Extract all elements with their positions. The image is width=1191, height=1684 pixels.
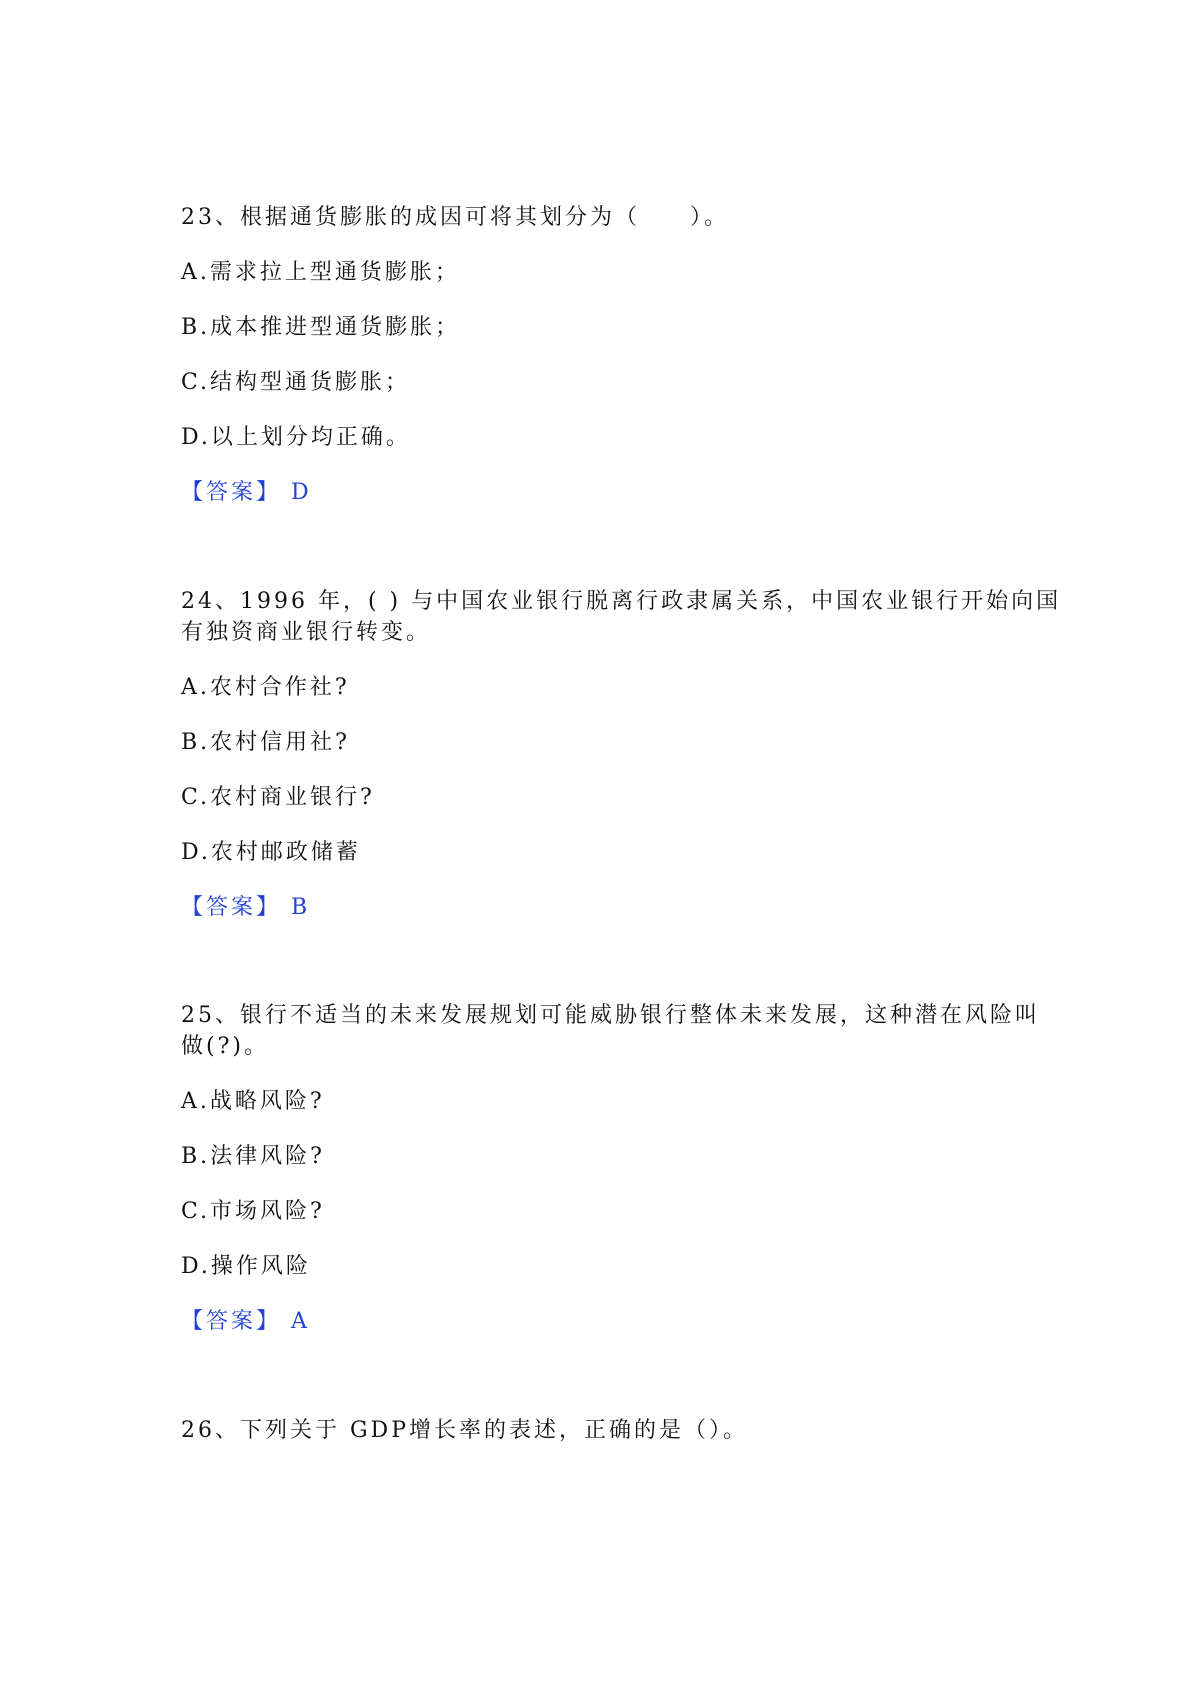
question-24-option-b: B.农村信用社? (181, 730, 350, 755)
question-25-answer (181, 1306, 310, 1338)
question-24-stem-line-2: 有独资商业银行转变。 (181, 620, 432, 645)
answer-label: 【答案】 (181, 480, 282, 505)
question-25-stem-line-2: 做(?)。 (181, 1034, 269, 1059)
question-24-answer (181, 892, 310, 924)
answer-label: 【答案】 (181, 895, 282, 920)
question-24-option-d: D.农村邮政储蓄 (181, 840, 361, 865)
question-25-option-b: B.法律风险? (181, 1144, 325, 1169)
question-23-option-c: C.结构型通货膨胀； (181, 370, 411, 395)
answer-value: A (291, 1309, 310, 1334)
question-23-stem: 23、根据通货膨胀的成因可将其划分为（ ）。 (181, 205, 729, 230)
answer-value: D (291, 480, 312, 505)
question-25-option-a: A.战略风险? (181, 1089, 325, 1114)
answer-label: 【答案】 (181, 1309, 282, 1334)
answer-value: B (291, 895, 311, 920)
question-23-option-a: A.需求拉上型通货膨胀； (181, 260, 460, 285)
question-25-option-c: C.市场风险? (181, 1199, 325, 1224)
question-25-option-d: D.操作风险 (181, 1254, 311, 1279)
question-24-option-c: C.农村商业银行? (181, 785, 375, 810)
question-23-option-d: D.以上划分均正确。 (181, 425, 411, 450)
question-24-stem-line-1: 24、1996 年，( ) 与中国农业银行脱离行政隶属关系，中国农业银行开始向国 (181, 589, 1062, 614)
question-26-stem: 26、下列关于 GDP增长率的表述，正确的是（）。 (181, 1418, 749, 1443)
question-24-option-a: A.农村合作社? (181, 675, 350, 700)
question-23-option-b: B.成本推进型通货膨胀； (181, 315, 461, 340)
question-25-stem-line-1: 25、银行不适当的未来发展规划可能威胁银行整体未来发展，这种潜在风险叫 (181, 1003, 1040, 1028)
question-23-answer (181, 477, 312, 509)
